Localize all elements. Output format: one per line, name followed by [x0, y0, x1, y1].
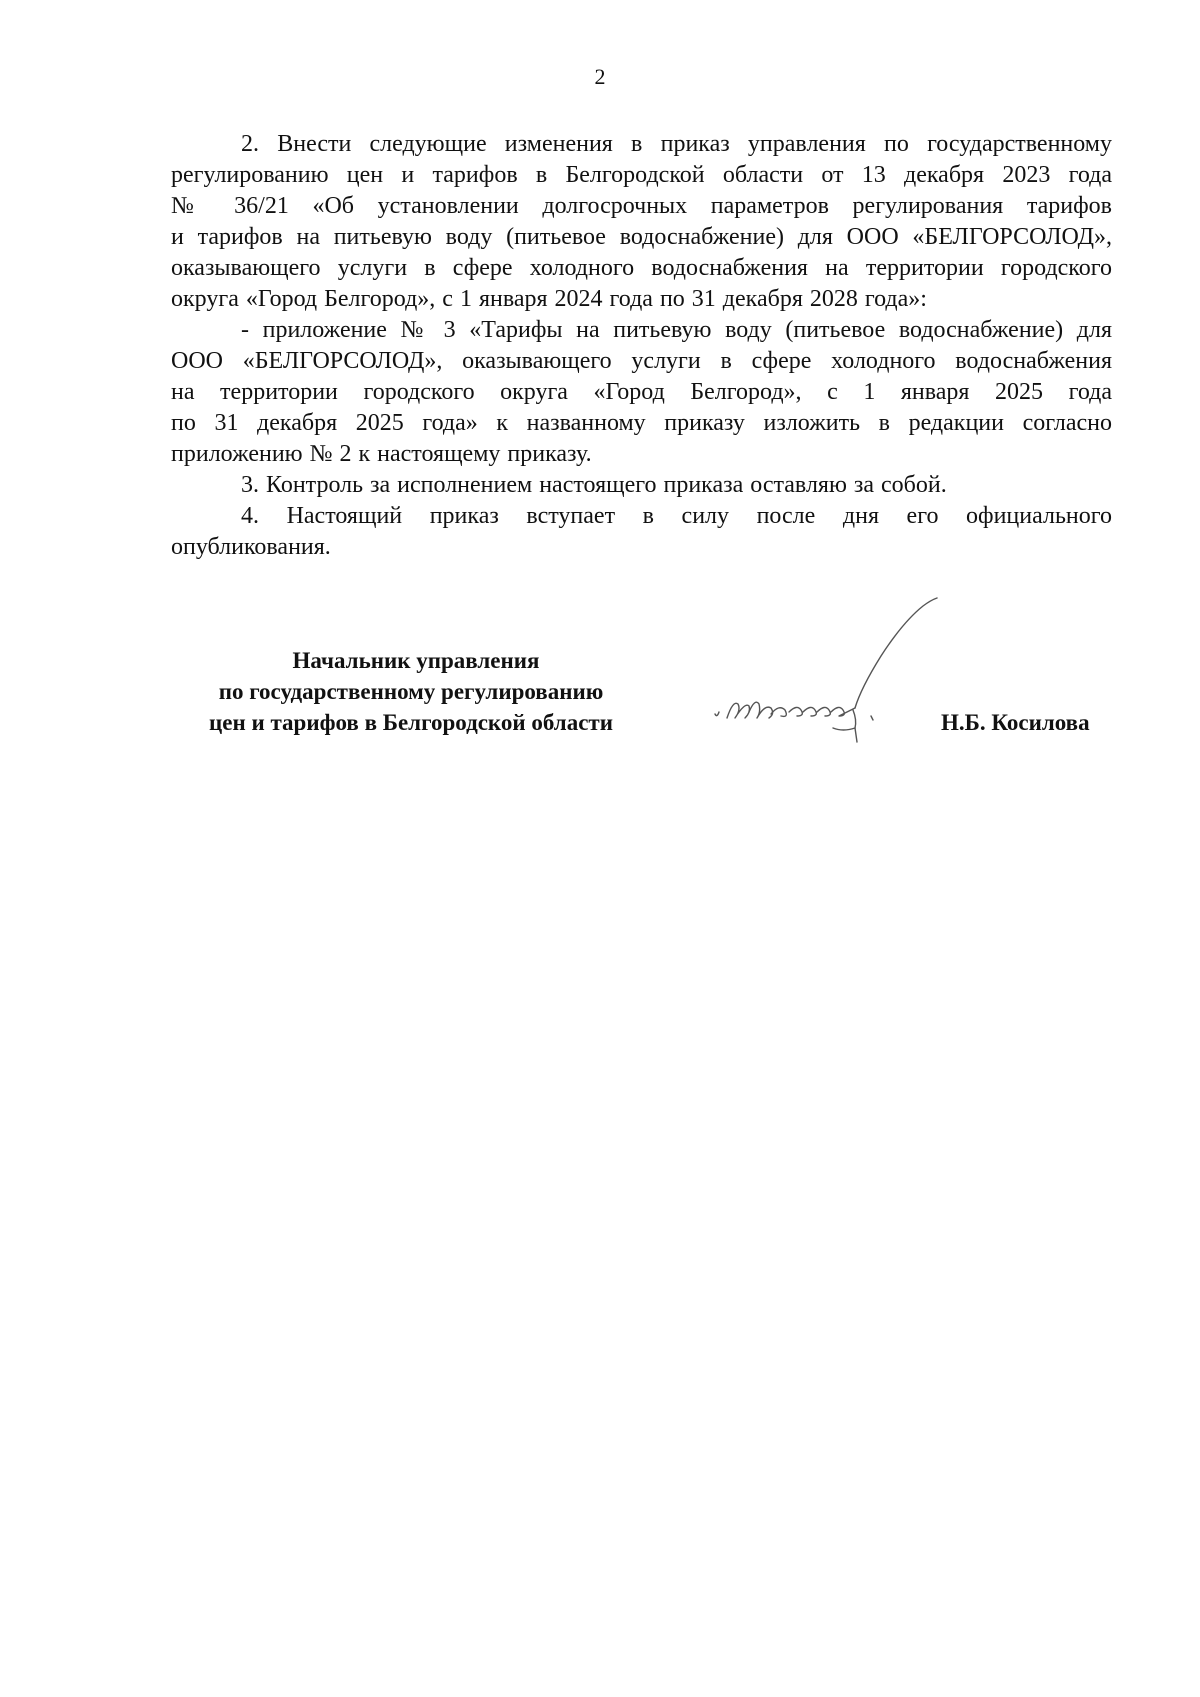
annex-item-line-3: на территории городского округа «Город Белгород», с 1 января 2025 года — [171, 379, 1112, 405]
paragraph-2-line-1: 2. Внести следующие изменения в приказ управления по государственному — [241, 131, 1112, 157]
paragraph-4-line-2: опубликования. — [171, 534, 331, 560]
signatory-position-line-3: цен и тарифов в Белгородской области — [209, 710, 613, 735]
document-body — [171, 129, 1112, 563]
annex-item-line-1: - приложение № 3 «Тарифы на питьевую воду (питьевое водоснабжение) для — [241, 317, 1112, 343]
paragraph-2-line-6: округа «Город Белгород», с 1 января 2024 года по 31 декабря 2028 года»: — [171, 286, 927, 312]
paragraph-2-line-4: и тарифов на питьевую воду (питьевое водоснабжение) для ООО «БЕЛГОРСОЛОД», — [171, 224, 1112, 250]
paragraph-4-line-1: 4. Настоящий приказ вступает в силу после дня его официального — [241, 503, 1112, 529]
signatory-name: Н.Б. Косилова — [941, 710, 1090, 735]
paragraph-2-line-5: оказывающего услуги в сфере холодного водоснабжения на территории городского — [171, 255, 1112, 281]
paragraph-3: 3. Контроль за исполнением настоящего приказа оставляю за собой. — [241, 472, 947, 498]
annex-item-line-2: ООО «БЕЛГОРСОЛОД», оказывающего услуги в сфере холодного водоснабжения — [171, 348, 1112, 374]
annex-item-line-5: приложению № 2 к настоящему приказу. — [171, 441, 592, 467]
page-number: 2 — [594, 64, 606, 89]
annex-item-line-4: по 31 декабря 2025 года» к названному приказу изложить в редакции согласно — [171, 410, 1112, 436]
signatory-position-line-1: Начальник управления — [292, 648, 540, 673]
signatory-position-line-2: по государственному регулированию — [218, 679, 604, 704]
signatory-position — [171, 645, 651, 738]
paragraph-2-line-3: № 36/21 «Об установлении долгосрочных параметров регулирования тарифов — [171, 193, 1112, 219]
paragraph-2-line-2: регулированию цен и тарифов в Белгородской области от 13 декабря 2023 года — [171, 162, 1112, 188]
